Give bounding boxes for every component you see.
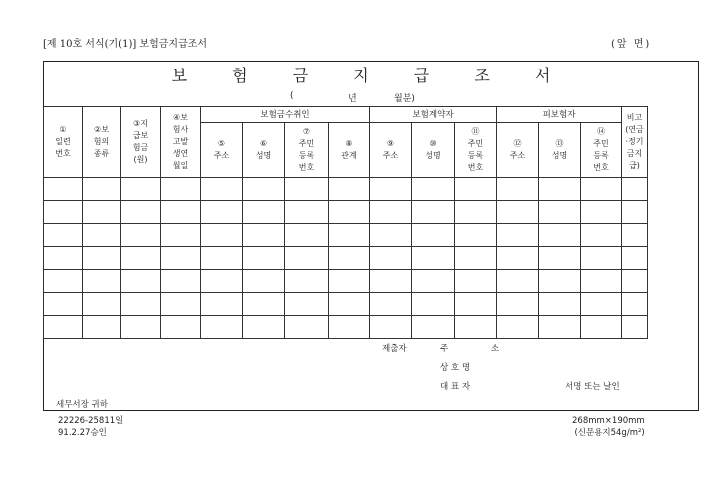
table-cell: [581, 224, 622, 247]
table-cell: [44, 201, 83, 224]
table-cell: [243, 224, 285, 247]
insurance-type-header: ②보 험의 종류: [83, 107, 121, 178]
table-cell: [83, 224, 121, 247]
table-cell: [412, 178, 455, 201]
footer-approval: 91.2.27승인: [58, 428, 107, 438]
table-cell: [455, 178, 497, 201]
table-cell: [161, 178, 201, 201]
table-cell: [243, 201, 285, 224]
table-cell: [455, 224, 497, 247]
table-cell: [370, 316, 412, 339]
table-row: [44, 270, 648, 293]
table-cell: [44, 293, 83, 316]
table-cell: [243, 178, 285, 201]
table-cell: [44, 224, 83, 247]
table-cell: [412, 293, 455, 316]
table-cell: [121, 316, 161, 339]
table-cell: [622, 201, 648, 224]
beneficiary-col-2: ⑥ 성명: [243, 123, 285, 178]
form-title: 보 험 금 지 급 조 서: [171, 66, 571, 85]
table-cell: [329, 270, 370, 293]
submitter-representative-label: 대 표 자: [440, 382, 471, 392]
table-row: [44, 247, 648, 270]
table-cell: [44, 316, 83, 339]
table-cell: [243, 270, 285, 293]
table-cell: [329, 224, 370, 247]
payment-amount-header: ③지 급보 험금 (원): [121, 107, 161, 178]
table-cell: [285, 247, 329, 270]
period-month: 월분): [394, 94, 415, 104]
table-cell: [497, 224, 539, 247]
occurrence-date-header: ④보 험사 고발 생연 월일: [161, 107, 201, 178]
table-cell: [201, 270, 243, 293]
table-cell: [581, 201, 622, 224]
table-cell: [497, 201, 539, 224]
table-cell: [370, 224, 412, 247]
table-cell: [285, 178, 329, 201]
table-cell: [121, 178, 161, 201]
table-cell: [455, 247, 497, 270]
table-cell: [370, 293, 412, 316]
table-row: [44, 201, 648, 224]
insured-group-header: 피보험자: [497, 107, 622, 123]
table-cell: [497, 293, 539, 316]
table-cell: [121, 247, 161, 270]
table-cell: [285, 224, 329, 247]
contractor-col-2: ⑩ 성명: [412, 123, 455, 178]
table-cell: [455, 270, 497, 293]
table-cell: [161, 224, 201, 247]
table-cell: [201, 201, 243, 224]
footer-form-code: 22226-25811일: [58, 416, 124, 426]
submitter-address-label: 주 소: [440, 344, 520, 354]
table-cell: [581, 247, 622, 270]
beneficiary-col-1: ⑤ 주소: [201, 123, 243, 178]
table-cell: [622, 178, 648, 201]
submitter-company-label: 상 호 명: [440, 363, 471, 373]
contractor-col-1: ⑨ 주소: [370, 123, 412, 178]
payment-table: [43, 106, 648, 339]
table-cell: [539, 178, 581, 201]
table-cell: [581, 293, 622, 316]
table-cell: [412, 201, 455, 224]
table-cell: [455, 201, 497, 224]
beneficiary-group-header: 보험금수취인: [201, 107, 370, 123]
table-row: [44, 224, 648, 247]
table-cell: [455, 316, 497, 339]
table-row: [44, 293, 648, 316]
signature-label: 서명 또는 날인: [565, 382, 620, 392]
footer-right: [572, 415, 645, 439]
table-cell: [285, 316, 329, 339]
table-cell: [243, 247, 285, 270]
table-cell: [83, 178, 121, 201]
form-number-label: [제 10호 서식(기(1)] 보험금지급조서: [43, 39, 208, 50]
table-cell: [121, 270, 161, 293]
insured-col-1: ⑫ 주소: [497, 123, 539, 178]
table-cell: [329, 178, 370, 201]
table-cell: [285, 201, 329, 224]
table-cell: [539, 247, 581, 270]
table-cell: [44, 270, 83, 293]
contractor-group-header: 보험계약자: [370, 107, 497, 123]
table-cell: [121, 293, 161, 316]
table-cell: [161, 247, 201, 270]
table-cell: [412, 224, 455, 247]
table-cell: [370, 178, 412, 201]
table-cell: [285, 293, 329, 316]
page-side-label: (앞 면): [611, 39, 652, 50]
table-cell: [539, 293, 581, 316]
table-cell: [622, 293, 648, 316]
period-year: 년: [348, 94, 357, 104]
remarks-header: 비고 (연금 ·정기 금지 급): [622, 107, 648, 178]
table-cell: [201, 293, 243, 316]
table-cell: [121, 201, 161, 224]
table-cell: [83, 247, 121, 270]
table-row: [44, 178, 648, 201]
table-cell: [243, 293, 285, 316]
table-cell: [83, 293, 121, 316]
table-cell: [412, 270, 455, 293]
table-cell: [329, 201, 370, 224]
submitter-label: 제출자: [382, 344, 407, 354]
period-open: (: [290, 91, 294, 101]
table-cell: [539, 224, 581, 247]
footer-left: [58, 415, 123, 439]
table-cell: [370, 270, 412, 293]
table-cell: [622, 316, 648, 339]
table-cell: [497, 270, 539, 293]
table-cell: [161, 293, 201, 316]
insured-col-3: ⑭ 주민 등록 번호: [581, 123, 622, 178]
table-cell: [370, 201, 412, 224]
table-cell: [121, 224, 161, 247]
table-cell: [201, 224, 243, 247]
table-cell: [497, 316, 539, 339]
table-cell: [370, 247, 412, 270]
table-cell: [329, 316, 370, 339]
table-cell: [44, 178, 83, 201]
insured-col-2: ⑬ 성명: [539, 123, 581, 178]
table-cell: [83, 270, 121, 293]
table-cell: [581, 316, 622, 339]
table-cell: [201, 247, 243, 270]
table-cell: [329, 247, 370, 270]
table-cell: [285, 270, 329, 293]
table-cell: [329, 293, 370, 316]
table-cell: [455, 293, 497, 316]
table-cell: [201, 178, 243, 201]
table-cell: [83, 316, 121, 339]
table-cell: [161, 201, 201, 224]
recipient-label: 세무서장 귀하: [56, 400, 108, 410]
contractor-col-3: ⑪ 주민 등록 번호: [455, 123, 497, 178]
table-row: [44, 316, 648, 339]
table-cell: [581, 270, 622, 293]
table-cell: [44, 247, 83, 270]
table-cell: [161, 270, 201, 293]
table-cell: [497, 247, 539, 270]
table-cell: [622, 270, 648, 293]
table-cell: [161, 316, 201, 339]
table-cell: [83, 201, 121, 224]
footer-paper-size: 268mm×190mm: [572, 416, 645, 426]
table-cell: [243, 316, 285, 339]
footer-paper-type: (신문용지54g/m²): [574, 428, 645, 438]
table-cell: [539, 270, 581, 293]
table-cell: [539, 316, 581, 339]
table-cell: [622, 224, 648, 247]
table-cell: [622, 247, 648, 270]
beneficiary-col-4: ⑧ 관계: [329, 123, 370, 178]
table-cell: [412, 247, 455, 270]
table-cell: [201, 316, 243, 339]
table-cell: [581, 178, 622, 201]
serial-number-header: ① 일련 번호: [44, 107, 83, 178]
table-cell: [539, 201, 581, 224]
table-cell: [497, 178, 539, 201]
beneficiary-col-3: ⑦ 주민 등록 번호: [285, 123, 329, 178]
table-cell: [412, 316, 455, 339]
